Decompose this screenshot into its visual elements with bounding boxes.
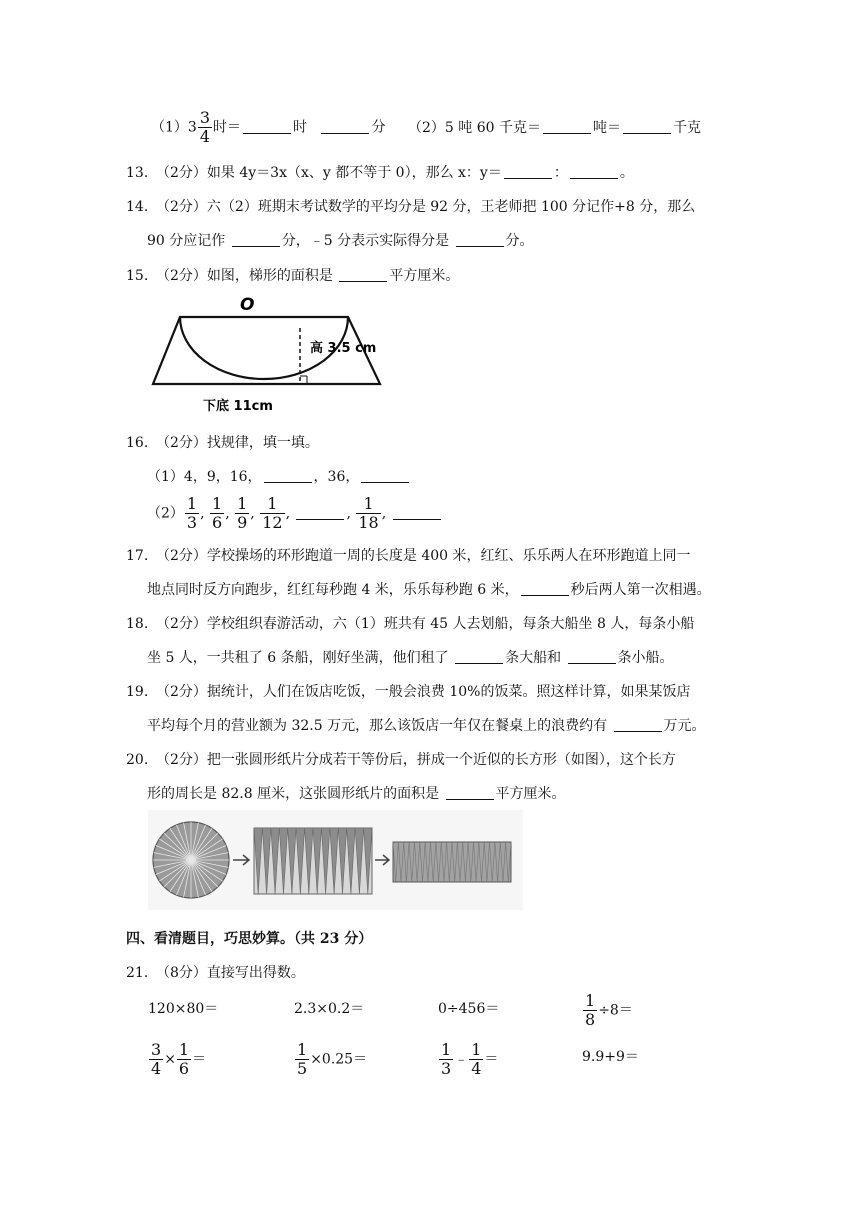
question-19: 19. （2分）据统计，人们在饭店吃饭，一般会浪费 10%的饭菜。照这样计算，如果某饭店 [126,684,691,700]
question-17: 17. （2分）学校操场的环形跑道一周的长度是 400 米，红红、乐乐两人在环形跑道上同一 [126,548,691,564]
answer-blank[interactable] [296,505,344,520]
calc-3: 0÷456＝ [438,1001,500,1017]
answer-blank[interactable] [339,267,387,282]
figure-height-label: 高 3.5 cm [310,341,377,356]
calc-7: $\frac{1}{3}$ ﹣ $\frac{1}{4}$ ＝ [441,1040,499,1078]
answer-blank[interactable] [393,505,441,520]
answer-blank[interactable] [570,164,618,179]
fraction: $\frac{1}{5}$ [297,1040,308,1078]
question-18: 18. （2分）学校组织春游活动，六（1）班共有 45 人去划船，每条大船坐 8 人，每条小船 [126,616,695,632]
fraction: $\frac{1}{6}$ [178,1040,190,1078]
answer-blank[interactable] [614,717,662,732]
question-16-part2: （2） $\frac{1}{3}$ , $\frac{1}{6}$ , $\frac{1}{9}$ , $\frac{1}{12}$ , , $\frac{1}{18}$ , [147,496,443,531]
figure-bottom-label: 下底 11cm [203,399,273,414]
question-17-line2: 地点同时反方向跑步，红红每秒跑 4 米，乐乐每秒跑 6 米， 秒后两人第一次相遇。 [147,582,711,598]
answer-blank[interactable] [264,468,312,483]
fraction: $\frac{3}{4}$ [151,1040,162,1078]
answer-blank[interactable] [568,649,616,664]
question-20-line2: 形的周长是 82.8 厘米，这张圆形纸片的面积是 平方厘米。 [147,786,566,802]
circle-to-rectangle-figure [148,810,523,910]
question-14-line2: 90 分应记作 分，﹣5 分表示实际得分是 分。 [147,233,534,249]
answer-blank[interactable] [623,119,671,134]
fraction: $\frac{1}{6}$ [212,494,223,532]
trapezoid-figure [148,292,398,417]
figure-top-label: O [240,295,255,315]
answer-blank[interactable] [455,649,503,664]
fraction: $\frac{1}{8}$ [585,991,596,1029]
answer-blank[interactable] [321,119,369,134]
fraction: $\frac{1}{3}$ [186,494,198,532]
calc-6: $\frac{1}{5}$ ×0.25＝ [297,1040,368,1078]
question-16-part1: （1）4，9，16， ，36， [147,466,411,486]
q12-part1: （1）3 $\frac{3}{4}$ 时＝ 时 分 [151,108,386,146]
calc-2: 2.3×0.2＝ [294,1001,365,1017]
approximate-rectangle [393,842,511,882]
answer-blank[interactable] [243,119,291,134]
answer-blank[interactable] [456,232,504,247]
question-18-line2: 坐 5 人，一共租了 6 条船，刚好坐满，他们租了 条大船和 条小船。 [147,650,674,666]
section-4-title: 四、看清题目，巧思妙算。（共 23 分） [126,931,373,947]
fraction: $\frac{1}{4}$ [471,1040,482,1078]
q12-part2: （2）5 吨 60 千克＝ 吨＝ 千克 [408,120,701,136]
calc-8: 9.9+9＝ [582,1049,639,1065]
calc-1: 120×80＝ [148,1001,219,1017]
answer-blank[interactable] [543,119,591,134]
question-15: 15. （2分）如图，梯形的面积是 平方厘米。 [126,268,460,284]
answer-blank[interactable] [361,468,409,483]
answer-blank[interactable] [521,581,569,596]
question-21: 21. （8分）直接写出得数。 [126,965,305,981]
circle-sectors [153,822,229,898]
question-13: 13. （2分）如果 4y＝3x（x、y 都不等于 0），那么 x：y＝ ： 。 [126,165,634,181]
answer-blank[interactable] [504,164,552,179]
fraction: $\frac{1}{9}$ [237,494,248,532]
calc-4: $\frac{1}{8}$ ÷8＝ [585,991,633,1029]
question-16: 16. （2分）找规律，填一填。 [126,435,319,451]
calc-5: $\frac{3}{4}$ × $\frac{1}{6}$ ＝ [151,1040,207,1078]
fraction: $\frac{3}{4}$ [199,108,211,146]
fraction: $\frac{1}{18}$ [358,494,379,532]
answer-blank[interactable] [232,232,280,247]
fraction: $\frac{1}{3}$ [441,1040,452,1078]
question-20: 20. （2分）把一张圆形纸片分成若干等份后，拼成一个近似的长方形（如图），这个长方 [126,752,676,768]
question-14: 14. （2分）六（2）班期末考试数学的平均分是 92 分，王老师把 100 分记作+8 分，那么 [126,199,696,215]
zigzag-rectangle [254,828,372,894]
answer-blank[interactable] [446,785,494,800]
fraction: $\frac{1}{12}$ [262,494,283,532]
question-19-line2: 平均每个月的营业额为 32.5 万元，那么该饭店一年仅在餐桌上的浪费约有 万元。 [147,718,706,734]
